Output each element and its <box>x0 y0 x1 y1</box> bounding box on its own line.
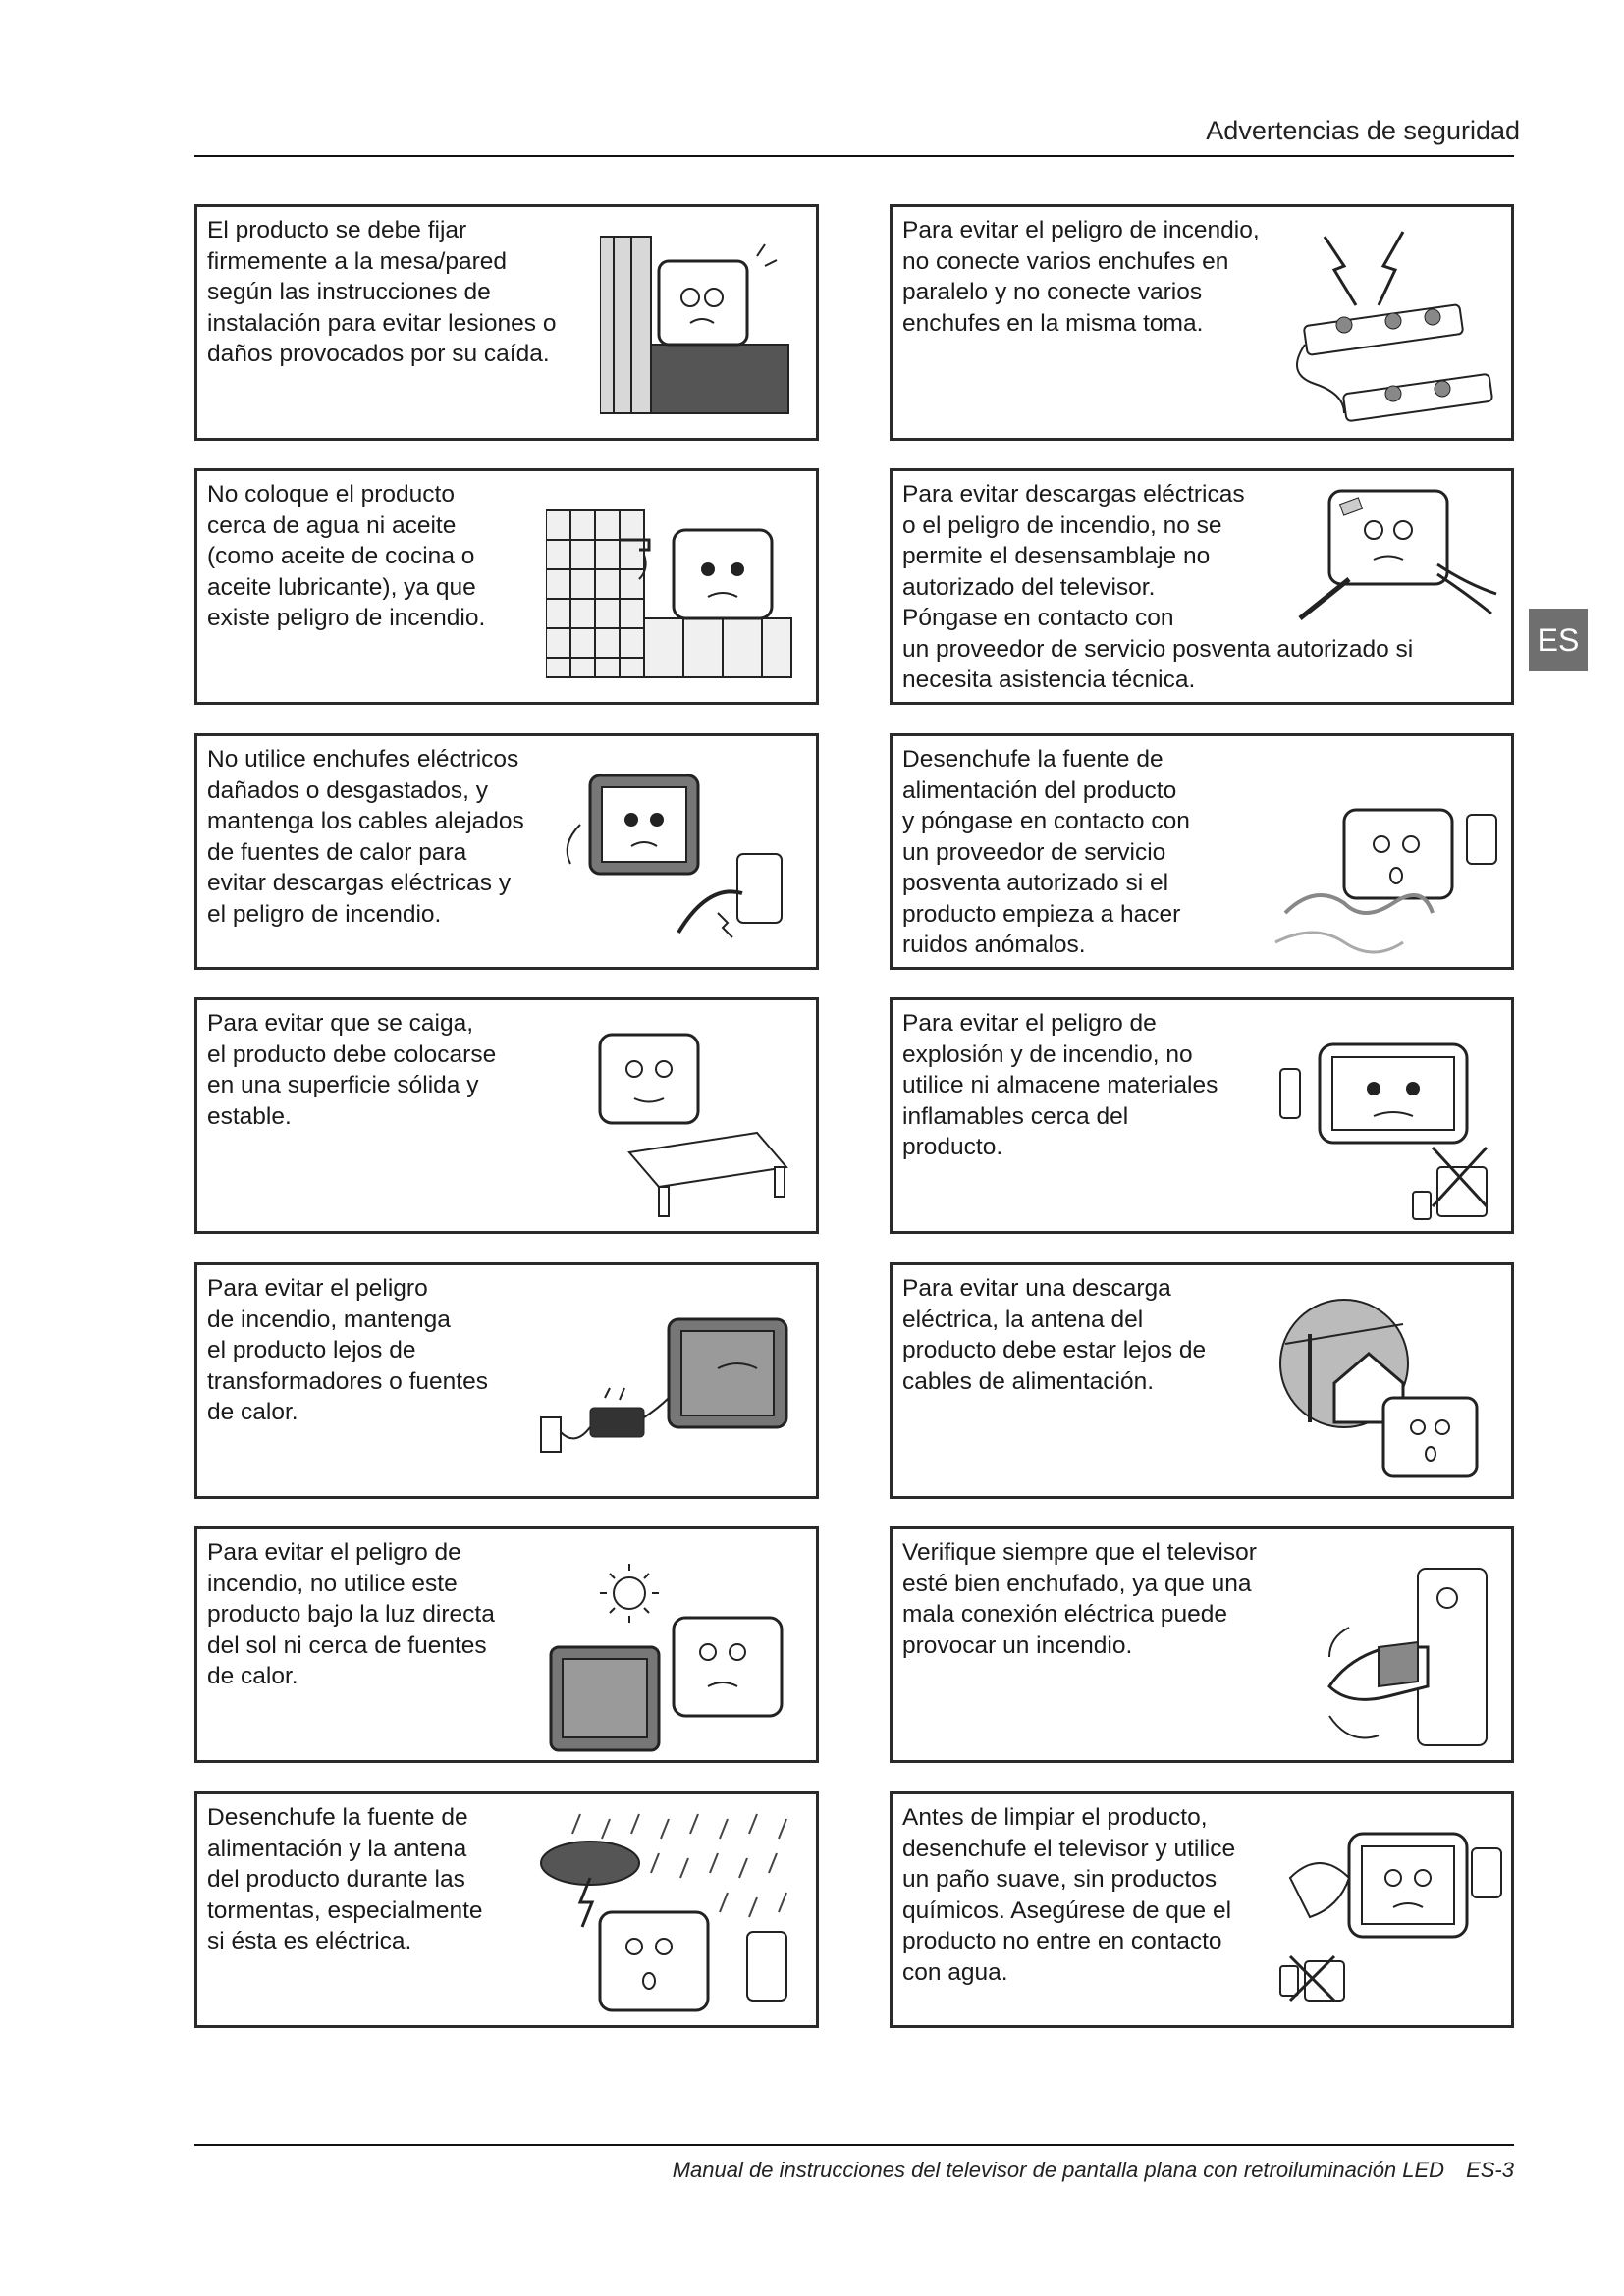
antenna-power-lines-icon <box>1266 1295 1501 1491</box>
warning-text: Para evitar el peligro de incendio, no conecte varios enchufes en paralelo y no conecte varios enchufes en la misma toma. <box>902 217 1260 337</box>
warning-box-disassembly <box>890 468 1514 705</box>
tv-stable-table-icon <box>590 1025 796 1221</box>
warning-box-storm <box>194 1791 819 2028</box>
damaged-plug-icon <box>541 766 796 952</box>
warning-text: El producto se debe fijar firmemente a la mesa/pared según las instrucciones de instalación para evitar lesiones o daños provocados por su caída. <box>207 217 557 367</box>
warning-box-transformers <box>194 1262 819 1499</box>
cleaning-cloth-icon <box>1271 1819 1506 2015</box>
tv-near-water-icon <box>546 501 801 687</box>
warning-text: No coloque el producto cerca de agua ni aceite (como aceite de cocina o aceite lubricante), ya que existe peligro de incendio. <box>207 481 486 631</box>
footer-rule <box>194 2144 1514 2146</box>
warning-box-flammable <box>890 997 1514 1234</box>
warning-text: No utilice enchufes eléctricos dañados o desgastados, y mantenga los cables alejados de fuentes de calor para evitar descargas eléctricas y el peligro de incendio. <box>207 746 524 928</box>
warning-text: Antes de limpiar el producto, desenchufe el televisor y utilice un paño suave, sin productos químicos. Asegúrese de que el producto no entre en contacto con agua. <box>902 1804 1236 1986</box>
manual-title: Manual de instrucciones del televisor de pantalla plana con retroiluminación LED <box>672 2158 1445 2182</box>
tv-wall-mount-icon <box>600 227 796 423</box>
warning-text: Para evitar que se caiga, el producto debe colocarse en una superficie sólida y estable. <box>207 1010 497 1130</box>
sun-heat-tv-icon <box>531 1549 806 1755</box>
warning-box-antenna <box>890 1262 1514 1499</box>
footer-text <box>673 2158 1514 2183</box>
warning-box-abnormal-noise <box>890 733 1514 970</box>
warning-box-multiple-plugs <box>890 204 1514 441</box>
warning-text: Para evitar una descarga eléctrica, la antena del producto debe estar lejos de cables de alimentación. <box>902 1275 1207 1395</box>
transformer-tv-icon <box>521 1309 806 1467</box>
warning-box-wall-mount <box>194 204 819 441</box>
warning-box-cleaning <box>890 1791 1514 2028</box>
tv-disassembly-tools-icon <box>1290 486 1506 623</box>
tv-smoke-unplug-icon <box>1266 795 1501 962</box>
warning-box-plugged-in <box>890 1526 1514 1763</box>
warning-text: Desenchufe la fuente de alimentación del producto y póngase en contacto con un proveedor de servicio posventa autorizado si el producto empieza a hacer ruidos anómalos. <box>902 746 1190 958</box>
warning-box-stable-surface <box>194 997 819 1234</box>
flammable-materials-icon <box>1266 1030 1501 1226</box>
warning-text: Para evitar el peligro de explosión y de incendio, no utilice ni almacene materiales inflamables cerca del producto. <box>902 1010 1218 1160</box>
page-number: ES-3 <box>1466 2158 1514 2182</box>
warning-box-damaged-plugs <box>194 733 819 970</box>
warning-text: Para evitar el peligro de incendio, mantenga el producto lejos de transformadores o fuentes de calor. <box>207 1275 488 1425</box>
warning-box-sunlight <box>194 1526 819 1763</box>
power-strip-spark-icon <box>1285 227 1501 433</box>
header-rule <box>194 155 1514 157</box>
warning-text: Para evitar descargas eléctricas o el peligro de incendio, no se permite el desensamblaje no autorizado del televisor. Póngase en contacto con un proveedor de servicio posventa autorizado si necesita asistencia técnica. <box>902 481 1414 693</box>
plug-in-socket-icon <box>1310 1559 1506 1755</box>
warning-text: Desenchufe la fuente de alimentación y la antena del producto durante las tormentas, especialmente si ésta es eléctrica. <box>207 1804 483 1954</box>
warning-text: Para evitar el peligro de incendio, no utilice este producto bajo la luz directa del sol ni cerca de fuentes de calor. <box>207 1539 495 1689</box>
warning-text: Verifique siempre que el televisor esté bien enchufado, ya que una mala conexión eléctrica puede provocar un incendio. <box>902 1539 1257 1659</box>
language-tab: ES <box>1529 609 1588 671</box>
page-header-title: Advertencias de seguridad <box>1206 116 1520 145</box>
storm-unplug-icon <box>521 1804 806 2020</box>
warning-box-water-oil <box>194 468 819 705</box>
